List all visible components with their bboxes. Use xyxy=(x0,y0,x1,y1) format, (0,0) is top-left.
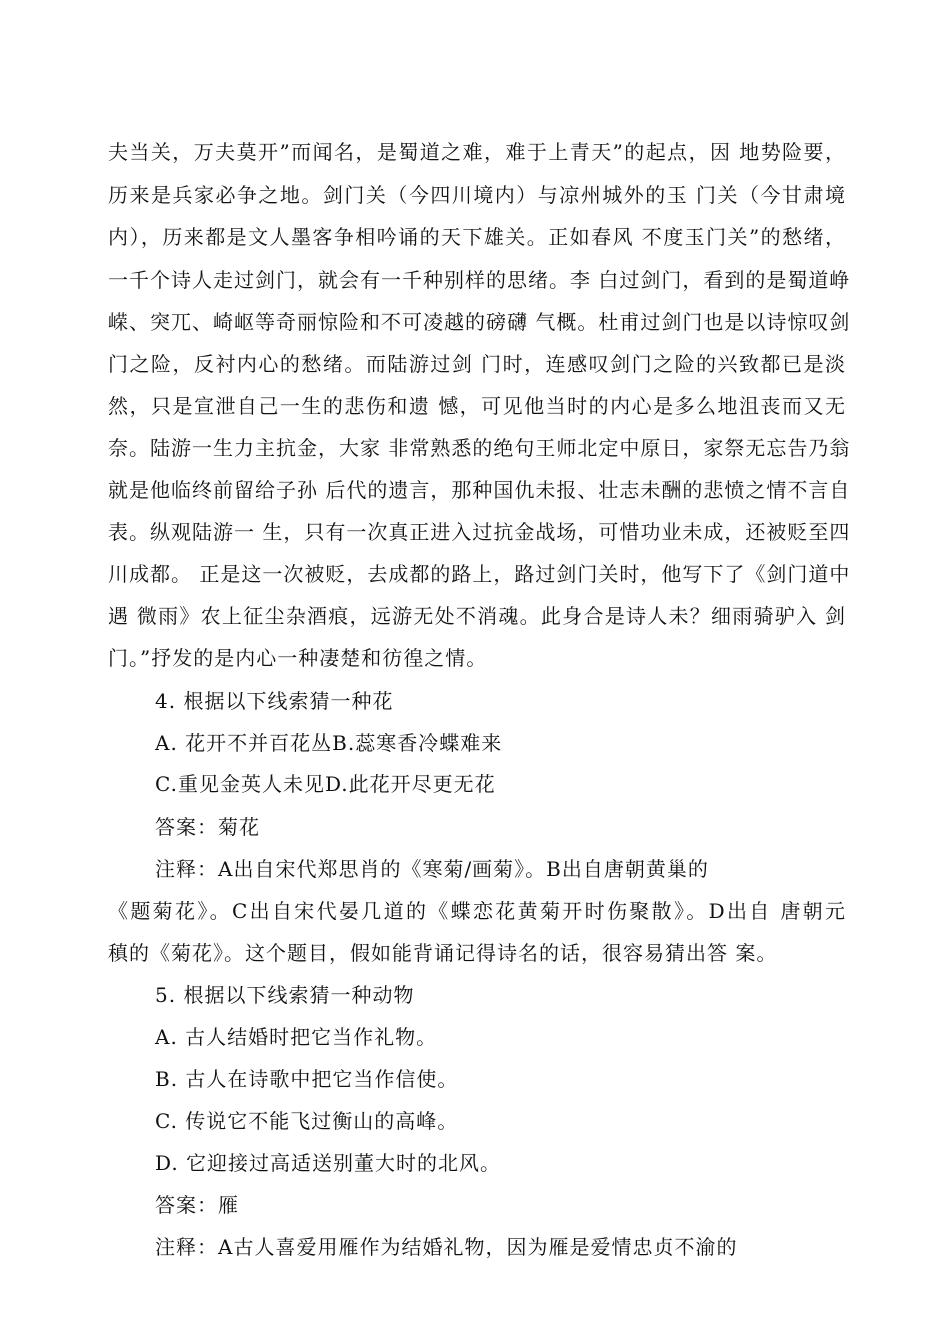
question-4-prompt: 4. 根据以下线索猜一种花 xyxy=(155,689,394,713)
question-5-option-c: C. 传说它不能飞过衡山的高峰。 xyxy=(155,1109,459,1133)
paragraph-line: 嵘、突兀、崎岖等奇丽惊险和不可凌越的磅礴 气概。杜甫过剑门也是以诗惊叹剑 xyxy=(108,310,851,334)
question-5-prompt: 5. 根据以下线索猜一种动物 xyxy=(155,983,415,1007)
paragraph-line: 表。纵观陆游一 生，只有一次真正进入过抗金战场，可惜功业未成，还被贬至四 xyxy=(108,520,851,544)
question-5-option-a: A. 古人结婚时把它当作礼物。 xyxy=(155,1025,438,1049)
paragraph-line: 就是他临终前留给子孙 后代的遗言，那种国仇未报、壮志未酬的悲愤之情不言自 xyxy=(108,478,851,502)
question-4-note: 注释：A出自宋代郑思肖的《寒菊/画菊》。B出自唐朝黄巢的 xyxy=(155,857,709,881)
paragraph-line: 然，只是宣泄自己一生的悲伤和遗 憾，可见他当时的内心是多么地沮丧而又无 xyxy=(108,394,846,418)
question-5-option-b: B. 古人在诗歌中把它当作信使。 xyxy=(155,1067,459,1091)
paragraph-line: 历来是兵家必争之地。剑门关（今四川境内）与凉州城外的玉 门关（今甘肃境 xyxy=(108,183,846,207)
paragraph-line: 遇 微雨》农上征尘杂酒痕，远游无处不消魂。此身合是诗人未？细雨骑驴入 剑 xyxy=(108,604,846,628)
paragraph-line: 门之险，反衬内心的愁绪。而陆游过剑 门时，连感叹剑门之险的兴致都已是淡 xyxy=(108,352,846,376)
paragraph-line: 一千个诗人走过剑门，就会有一千种别样的思绪。李 白过剑门，看到的是蜀道峥 xyxy=(108,268,851,292)
question-4-answer: 答案：菊花 xyxy=(155,815,260,839)
question-4-options-cd: C.重见金英人未见D.此花开尽更无花 xyxy=(155,772,496,796)
paragraph-line: 川成都。 正是这一次被贬，去成都的路上，路过剑门关时，他写下了《剑门道中 xyxy=(108,562,851,586)
question-5-note: 注释：A古人喜爱用雁作为结婚礼物，因为雁是爱情忠贞不渝的 xyxy=(155,1235,738,1259)
question-5-answer: 答案：雁 xyxy=(155,1193,239,1217)
paragraph-line: 奈。陆游一生力主抗金，大家 非常熟悉的绝句王师北定中原日，家祭无忘告乃翁 xyxy=(108,436,851,460)
question-4-options-ab: A. 花开不并百花丛B.蕊寒香冷蝶难来 xyxy=(155,731,503,755)
question-5-option-d: D. 它迎接过高适送别董大时的北风。 xyxy=(155,1151,502,1175)
paragraph-line: 夫当关，万夫莫开”而闻名，是蜀道之难，难于上青天”的起点，因 地势险要， xyxy=(108,140,846,164)
paragraph-line: 内），历来都是文人墨客争相吟诵的天下雄关。正如春风 不度玉门关”的愁绪， xyxy=(108,225,846,249)
paragraph-line: 门。”抒发的是内心一种凄楚和彷徨之情。 xyxy=(108,646,488,670)
question-4-note: 稹的《菊花》。这个题目，假如能背诵记得诗名的话，很容易猜出答 案。 xyxy=(108,941,778,965)
question-4-note: 《题菊花》。C出自宋代晏几道的《蝶恋花黄菊开时伤聚散》。D出自 唐朝元 xyxy=(108,899,846,923)
